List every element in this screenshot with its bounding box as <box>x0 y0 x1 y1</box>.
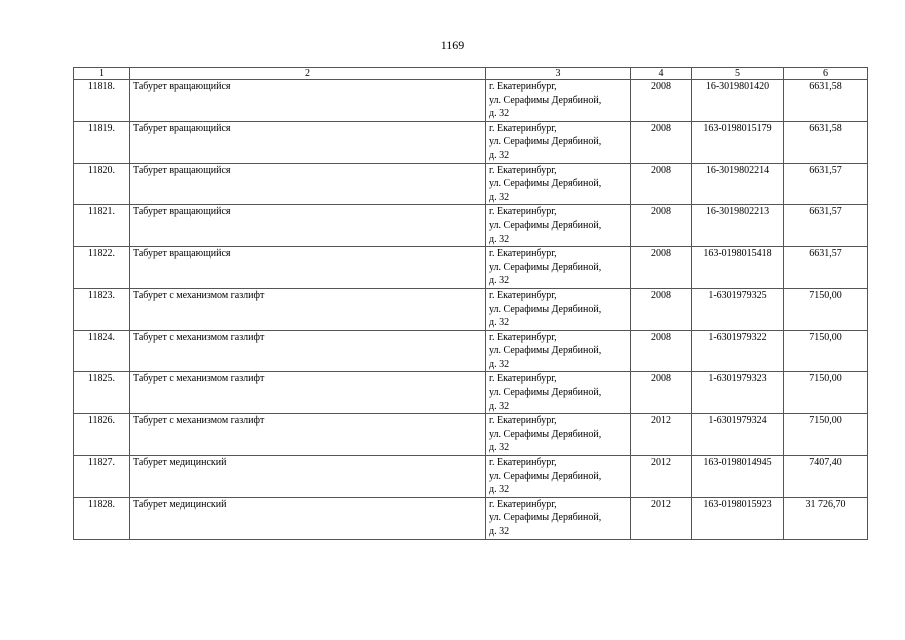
inventory-number-cell: 163-0198015923 <box>692 497 784 539</box>
address-line: ул. Серафимы Дерябиной, <box>489 345 602 357</box>
page-number: 1169 <box>440 38 465 52</box>
inventory-number-cell: 1-6301979324 <box>692 414 784 456</box>
cost-cell: 6631,57 <box>784 205 868 247</box>
address-cell <box>486 247 631 289</box>
item-name-cell: Табурет вращающийся <box>130 247 486 289</box>
item-name-cell: Табурет с механизмом газлифт <box>130 372 486 414</box>
cost-cell: 6631,58 <box>784 121 868 163</box>
address-cell <box>486 163 631 205</box>
item-name-cell: Табурет вращающийся <box>130 80 486 122</box>
address-line: г. Екатеринбург, <box>489 206 557 218</box>
address-line: г. Екатеринбург, <box>489 498 557 510</box>
address-line: г. Екатеринбург, <box>489 122 557 134</box>
address-line: г. Екатеринбург, <box>489 289 557 301</box>
inventory-number-cell: 163-0198015179 <box>692 121 784 163</box>
address-cell <box>486 456 631 498</box>
row-number-cell: 11827. <box>74 456 130 498</box>
item-name-cell: Табурет вращающийся <box>130 163 486 205</box>
row-number-cell: 11828. <box>74 497 130 539</box>
year-cell: 2008 <box>631 80 692 122</box>
address-line: ул. Серафимы Дерябиной, <box>489 303 602 315</box>
year-cell: 2008 <box>631 121 692 163</box>
column-header-4: 4 <box>631 68 692 80</box>
address-line: г. Екатеринбург, <box>489 81 557 92</box>
address-line: г. Екатеринбург, <box>489 457 557 469</box>
address-line: ул. Серафимы Дерябиной, <box>489 512 602 524</box>
address-cell <box>486 330 631 372</box>
item-name-cell: Табурет медицинский <box>130 497 486 539</box>
year-cell: 2008 <box>631 163 692 205</box>
year-cell: 2008 <box>631 205 692 247</box>
column-header-1: 1 <box>74 68 130 80</box>
table-row <box>74 372 868 414</box>
cost-cell: 6631,57 <box>784 163 868 205</box>
table-body <box>74 80 868 540</box>
address-line: д. 32 <box>489 317 510 329</box>
address-line: ул. Серафимы Дерябиной, <box>489 136 602 148</box>
address-line: г. Екатеринбург, <box>489 164 557 176</box>
address-cell <box>486 80 631 122</box>
address-line: ул. Серафимы Дерябиной, <box>489 219 602 231</box>
address-cell <box>486 205 631 247</box>
row-number-cell: 11826. <box>74 414 130 456</box>
table-row <box>74 247 868 289</box>
cost-cell: 7150,00 <box>784 372 868 414</box>
address-line: д. 32 <box>489 108 510 120</box>
year-cell: 2012 <box>631 497 692 539</box>
year-cell: 2008 <box>631 288 692 330</box>
table-row <box>74 414 868 456</box>
row-number-cell: 11822. <box>74 247 130 289</box>
item-name-cell: Табурет медицинский <box>130 456 486 498</box>
property-table <box>73 67 868 540</box>
cost-cell: 31 726,70 <box>784 497 868 539</box>
address-cell <box>486 372 631 414</box>
address-line: г. Екатеринбург, <box>489 248 557 260</box>
column-header-2: 2 <box>130 68 486 80</box>
row-number-cell: 11825. <box>74 372 130 414</box>
cost-cell: 7150,00 <box>784 414 868 456</box>
address-line: ул. Серафимы Дерябиной, <box>489 387 602 399</box>
item-name-cell: Табурет вращающийся <box>130 205 486 247</box>
inventory-number-cell: 1-6301979322 <box>692 330 784 372</box>
address-cell <box>486 288 631 330</box>
table-row <box>74 163 868 205</box>
address-line: г. Екатеринбург, <box>489 373 557 385</box>
address-line: ул. Серафимы Дерябиной, <box>489 470 602 482</box>
table-row <box>74 288 868 330</box>
address-line: д. 32 <box>489 526 510 537</box>
cost-cell: 6631,58 <box>784 80 868 122</box>
address-cell <box>486 121 631 163</box>
inventory-number-cell: 16-3019802213 <box>692 205 784 247</box>
column-header-6: 6 <box>784 68 868 80</box>
table-row <box>74 456 868 498</box>
table-header-row <box>74 68 868 80</box>
year-cell: 2008 <box>631 330 692 372</box>
table-row <box>74 80 868 122</box>
row-number-cell: 11823. <box>74 288 130 330</box>
address-line: д. 32 <box>489 233 510 245</box>
cost-cell: 7150,00 <box>784 288 868 330</box>
inventory-number-cell: 16-3019802214 <box>692 163 784 205</box>
address-line: ул. Серафимы Дерябиной, <box>489 178 602 190</box>
address-line: д. 32 <box>489 400 510 412</box>
address-line: г. Екатеринбург, <box>489 331 557 343</box>
inventory-number-cell: 1-6301979323 <box>692 372 784 414</box>
year-cell: 2008 <box>631 372 692 414</box>
row-number-cell: 11824. <box>74 330 130 372</box>
item-name-cell: Табурет вращающийся <box>130 121 486 163</box>
address-line: д. 32 <box>489 442 510 454</box>
table-row <box>74 497 868 539</box>
address-line: ул. Серафимы Дерябиной, <box>489 94 602 106</box>
column-header-5: 5 <box>692 68 784 80</box>
address-line: д. 32 <box>489 149 510 161</box>
address-line: д. 32 <box>489 484 510 496</box>
table-row <box>74 330 868 372</box>
table-row <box>74 121 868 163</box>
year-cell: 2008 <box>631 247 692 289</box>
item-name-cell: Табурет с механизмом газлифт <box>130 330 486 372</box>
row-number-cell: 11819. <box>74 121 130 163</box>
row-number-cell: 11820. <box>74 163 130 205</box>
cost-cell: 7150,00 <box>784 330 868 372</box>
address-cell <box>486 497 631 539</box>
address-line: д. 32 <box>489 191 510 203</box>
item-name-cell: Табурет с механизмом газлифт <box>130 288 486 330</box>
address-line: г. Екатеринбург, <box>489 415 557 427</box>
table-row <box>74 205 868 247</box>
inventory-number-cell: 16-3019801420 <box>692 80 784 122</box>
row-number-cell: 11821. <box>74 205 130 247</box>
item-name-cell: Табурет с механизмом газлифт <box>130 414 486 456</box>
address-line: ул. Серафимы Дерябиной, <box>489 261 602 273</box>
inventory-number-cell: 1-6301979325 <box>692 288 784 330</box>
inventory-number-cell: 163-0198014945 <box>692 456 784 498</box>
year-cell: 2012 <box>631 414 692 456</box>
inventory-number-cell: 163-0198015418 <box>692 247 784 289</box>
address-line: д. 32 <box>489 358 510 370</box>
year-cell: 2012 <box>631 456 692 498</box>
cost-cell: 6631,57 <box>784 247 868 289</box>
address-line: д. 32 <box>489 275 510 287</box>
row-number-cell: 11818. <box>74 80 130 122</box>
column-header-3: 3 <box>486 68 631 80</box>
address-cell <box>486 414 631 456</box>
address-line: ул. Серафимы Дерябиной, <box>489 428 602 440</box>
cost-cell: 7407,40 <box>784 456 868 498</box>
